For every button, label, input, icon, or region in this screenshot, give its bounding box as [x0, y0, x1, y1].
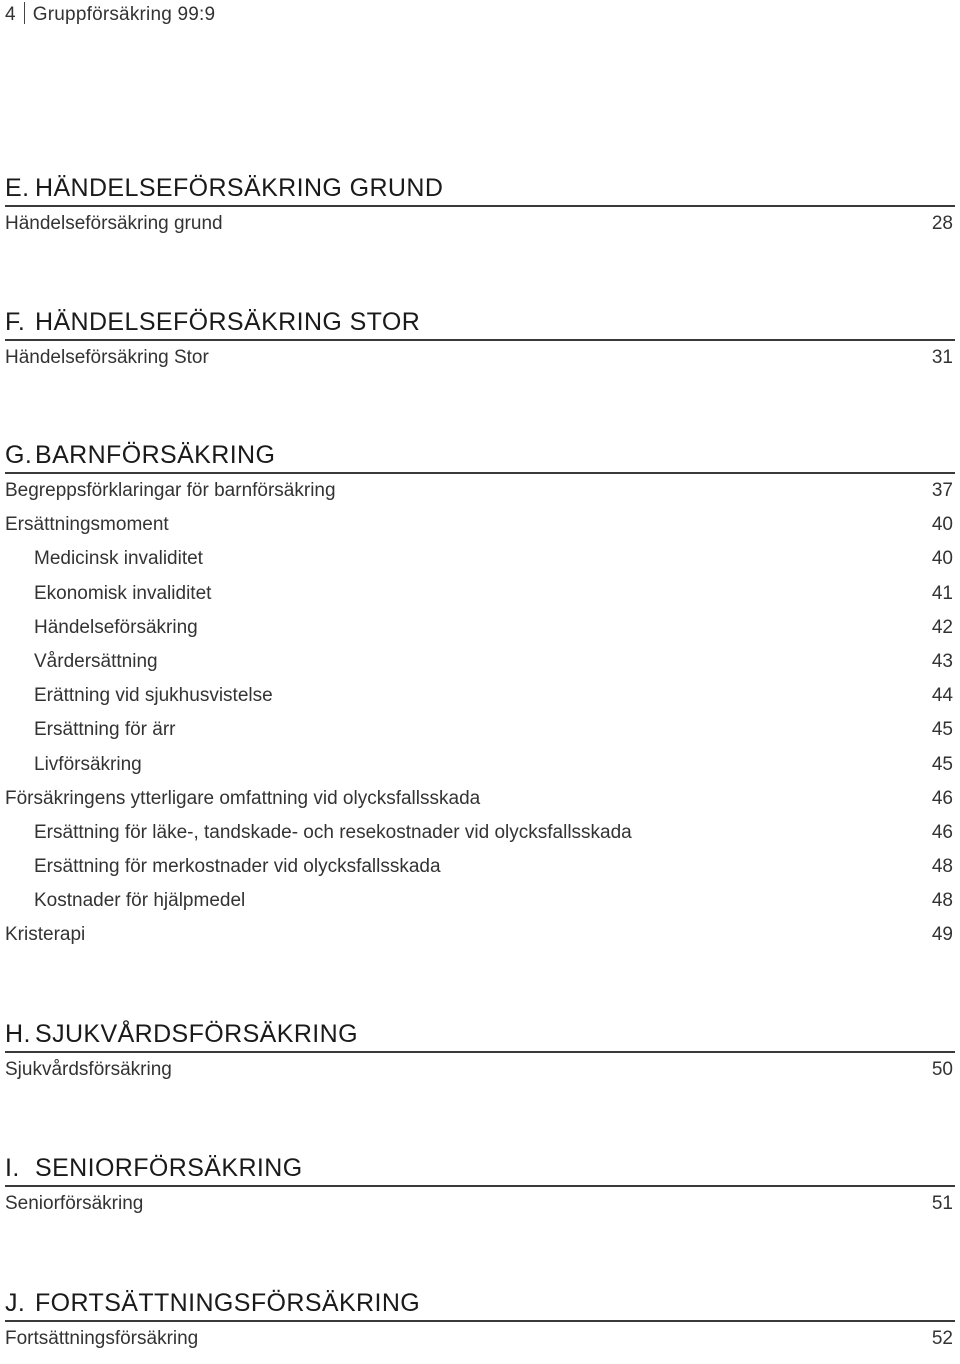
section-heading: E. HÄNDELSEFÖRSÄKRING GRUND	[5, 171, 955, 207]
toc-subentry[interactable]: Vårdersättning 43	[34, 650, 953, 672]
toc-subentry[interactable]: Ersättning för läke-, tandskade- och resekostnader vid olycksfallsskada 46	[34, 821, 953, 843]
page-number: 4	[5, 4, 16, 25]
section-heading: J. FORTSÄTTNINGSFÖRSÄKRING	[5, 1286, 955, 1322]
section-j	[5, 1286, 955, 1356]
toc-entry[interactable]: Händelseförsäkring grund 28	[5, 213, 953, 234]
running-header	[5, 2, 215, 26]
toc-subentry[interactable]: Händelseförsäkring 42	[34, 616, 953, 638]
section-f	[5, 305, 955, 375]
header-divider	[24, 2, 25, 24]
toc-subentry[interactable]: Kostnader för hjälpmedel 48	[34, 890, 953, 912]
toc-entry[interactable]: Försäkringens ytterligare omfattning vid olycksfallsskada 46	[5, 787, 953, 809]
toc-subentry[interactable]: Ekonomisk invaliditet 41	[34, 582, 953, 604]
toc-subentry[interactable]: Erättning vid sjukhusvistelse 44	[34, 685, 953, 707]
section-h	[5, 1017, 955, 1087]
section-heading: G. BARNFÖRSÄKRING	[5, 438, 955, 474]
section-e	[5, 171, 955, 241]
section-g	[5, 438, 955, 953]
toc-entry[interactable]: Begreppsförklaringar för barnförsäkring 37	[5, 480, 953, 501]
document-title: Gruppförsäkring 99:9	[32, 4, 216, 25]
toc-entry[interactable]: Sjukvårdsförsäkring 50	[5, 1059, 953, 1080]
section-heading: H. SJUKVÅRDSFÖRSÄKRING	[5, 1017, 955, 1053]
toc-entry[interactable]: Händelseförsäkring Stor 31	[5, 347, 953, 368]
toc-entry[interactable]: Ersättningsmoment 40	[5, 514, 953, 536]
toc-subentry[interactable]: Ersättning för ärr 45	[34, 719, 953, 741]
toc-entry[interactable]: Seniorförsäkring 51	[5, 1193, 953, 1214]
toc-subentry[interactable]: Livförsäkring 45	[34, 753, 953, 775]
toc-entry[interactable]: Kristerapi 49	[5, 924, 953, 946]
toc-subentry[interactable]: Medicinsk invaliditet 40	[34, 548, 953, 570]
toc-entry[interactable]: Fortsättningsförsäkring 52	[5, 1328, 953, 1349]
section-i	[5, 1151, 955, 1221]
section-heading: F. HÄNDELSEFÖRSÄKRING STOR	[5, 305, 955, 341]
toc-subentry[interactable]: Ersättning för merkostnader vid olycksfallsskada 48	[34, 856, 953, 878]
section-heading: I. SENIORFÖRSÄKRING	[5, 1151, 955, 1187]
